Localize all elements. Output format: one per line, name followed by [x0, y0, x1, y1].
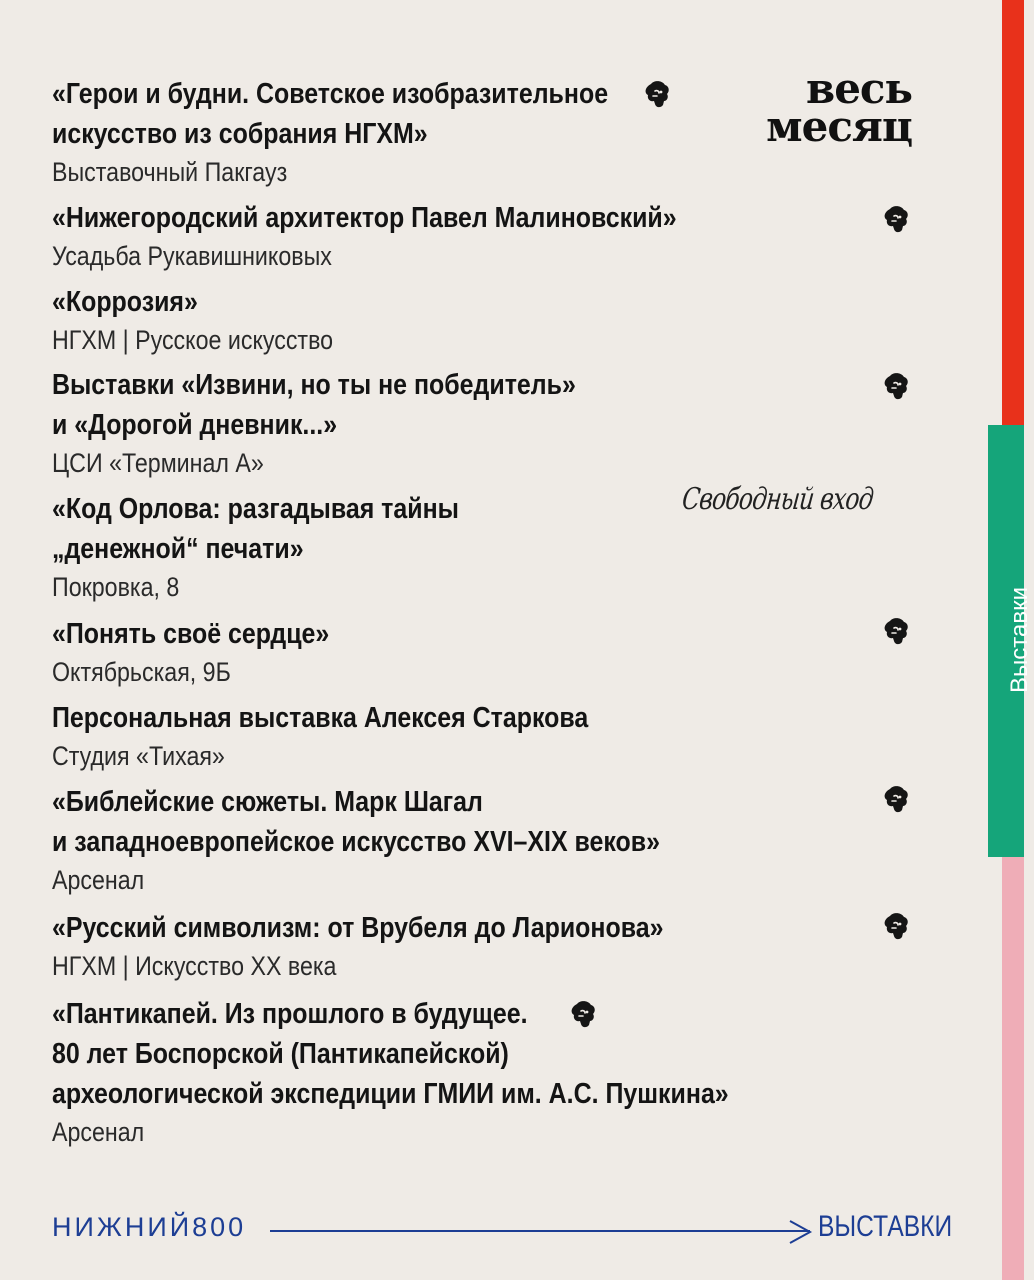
month-title: [752, 64, 912, 151]
event-title: и «Дорогой дневник...»: [52, 409, 338, 441]
event-title: «Понять своё сердце»: [52, 618, 330, 650]
pink-stripe: [1002, 857, 1024, 1280]
event-title: Выставки «Извини, но ты не победитель»: [52, 369, 576, 401]
event-title: «Пантикапей. Из прошлого в будущее.: [52, 998, 528, 1030]
footer-section-label: ВЫСТАВКИ: [818, 1210, 953, 1243]
event-venue: Студия «Тихая»: [52, 741, 225, 771]
event-item: [52, 782, 752, 898]
event-title: 80 лет Боспорской (Пантикапейской): [52, 1038, 509, 1070]
free-entry-mark: Свободный вход: [680, 482, 875, 517]
event-item: [52, 698, 752, 774]
event-venue: НГХМ | Искусство XX века: [52, 951, 337, 981]
event-venue: Выставочный Пакгауз: [52, 157, 288, 187]
event-venue: Усадьба Рукавишниковых: [52, 241, 332, 271]
event-venue: Октябрьская, 9Б: [52, 657, 231, 687]
event-item: [52, 908, 752, 984]
pushkin-card-icon: [881, 372, 909, 402]
pushkin-card-icon: [881, 912, 909, 942]
arrow-right-icon: [788, 1219, 814, 1245]
event-title: искусство из собрания НГХМ»: [52, 118, 428, 150]
event-item: [52, 614, 752, 690]
event-title: «Русский символизм: от Врубеля до Ларионова»: [52, 912, 664, 944]
footer-divider: [270, 1230, 810, 1232]
event-item: [52, 365, 752, 481]
event-item: [52, 994, 752, 1150]
event-item: [52, 489, 752, 605]
event-item: [52, 198, 752, 274]
event-venue: Арсенал: [52, 865, 145, 895]
event-title: «Библейские сюжеты. Марк Шагал: [52, 786, 483, 818]
event-venue: НГХМ | Русское искусство: [52, 325, 334, 355]
event-title: «Нижегородский архитектор Павел Малиновский»: [52, 202, 677, 234]
event-venue: Арсенал: [52, 1117, 145, 1147]
red-stripe: [1002, 0, 1024, 425]
pushkin-card-icon: [642, 80, 670, 110]
event-venue: Покровка, 8: [52, 572, 180, 602]
event-item: [52, 282, 752, 358]
event-title: «Герои и будни. Советское изобразительное: [52, 78, 609, 110]
event-title: „денежной“ печати»: [52, 533, 304, 565]
pushkin-card-icon: [881, 617, 909, 647]
event-title: и западноевропейское искусство XVI–XIX веков»: [52, 826, 660, 858]
event-venue: ЦСИ «Терминал А»: [52, 448, 264, 478]
event-title: «Код Орлова: разгадывая тайны: [52, 493, 459, 525]
event-title: Персональная выставка Алексея Старкова: [52, 702, 589, 734]
event-title: археологической экспедиции ГМИИ им. А.С. Пушкина»: [52, 1078, 729, 1110]
month-title-line2: месяц: [766, 102, 912, 151]
pushkin-card-icon: [881, 205, 909, 235]
pushkin-card-icon: [568, 1000, 596, 1030]
event-title: «Коррозия»: [52, 286, 198, 318]
pushkin-card-icon: [881, 785, 909, 815]
brand-logo: НИЖНИЙ800: [52, 1212, 247, 1242]
month-title-line1: весь: [806, 64, 912, 113]
